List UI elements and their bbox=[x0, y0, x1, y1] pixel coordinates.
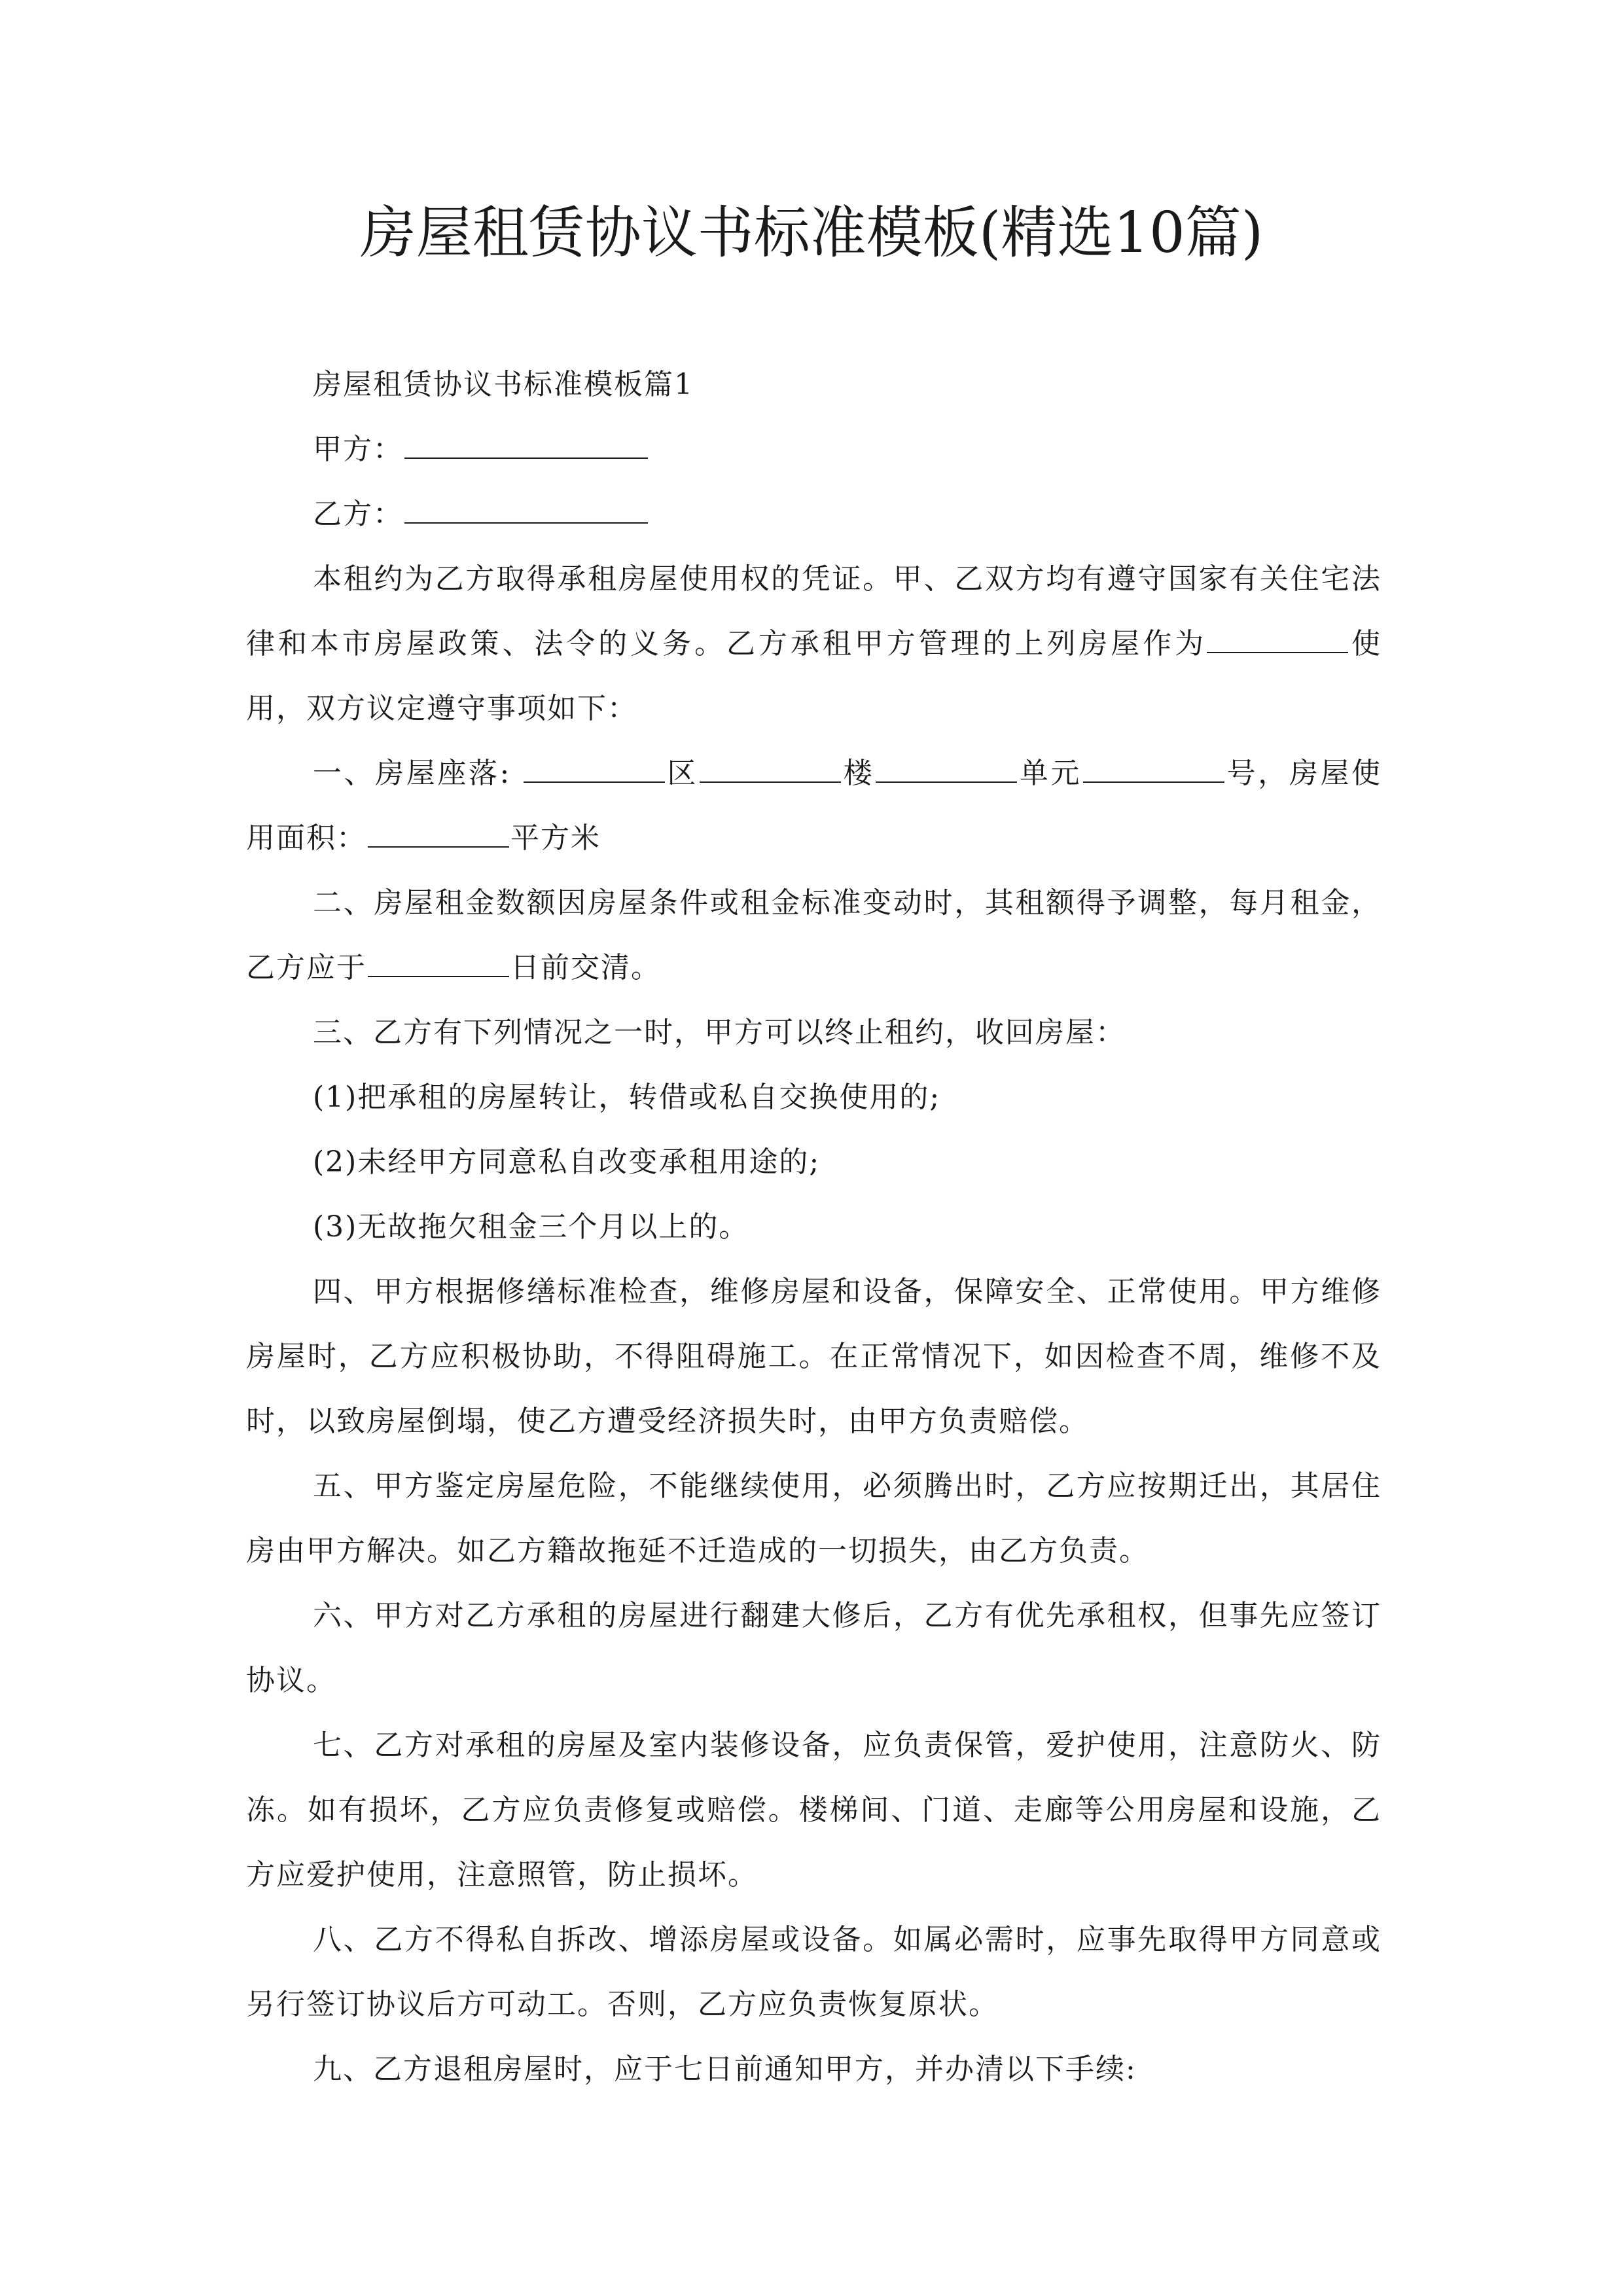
clause-1-number: 号，房屋使用面积： bbox=[246, 757, 1382, 855]
intro-text-1: 本租约为乙方取得承租房屋使用权的凭证。甲、乙双方均有遵守国家有关住宅法律和本市房屋政策、法令的义务。乙方承租甲方管理的上列房屋作为 bbox=[246, 562, 1382, 660]
clause-4: 四、甲方根据修缮标准检查，维修房屋和设备，保障安全、正常使用。甲方维修房屋时，乙方应积极协助，不得阻碍施工。在正常情况下，如因检查不周，维修不及时，以致房屋倒塌，使乙方遭受经济损失时，由甲方负责赔偿。 bbox=[246, 1275, 1382, 1438]
clause-3-item-2: (2)未经甲方同意私自改变承租用途的; bbox=[313, 1145, 821, 1179]
party-a-blank bbox=[404, 435, 648, 459]
clause-3: 三、乙方有下列情况之一时，甲方可以终止租约，收回房屋： bbox=[313, 1016, 1126, 1049]
clause-6: 六、甲方对乙方承租的房屋进行翻建大修后，乙方有优先承租权，但事先应签订协议。 bbox=[246, 1599, 1382, 1697]
clause-9: 九、乙方退租房屋时，应于七日前通知甲方，并办清以下手续: bbox=[313, 2053, 1137, 2086]
intro-text-2: 使用，双方议定遵守事项如下： bbox=[246, 627, 1382, 725]
number-blank bbox=[1083, 759, 1224, 783]
party-a-label: 甲方： bbox=[313, 433, 403, 466]
party-b-blank bbox=[404, 500, 648, 524]
clause-1-unit: 单元 bbox=[1018, 757, 1082, 790]
clause-1-building: 楼 bbox=[842, 757, 875, 790]
clause-1 bbox=[246, 741, 1382, 870]
clause-1-district: 区 bbox=[666, 757, 699, 790]
party-b-label: 乙方： bbox=[313, 497, 403, 531]
party-a-line bbox=[246, 417, 1382, 482]
clause-3-item-1: (1)把承租的房屋转让，转借或私自交换使用的; bbox=[313, 1081, 941, 1114]
district-blank bbox=[524, 759, 665, 783]
clause-1-sqm: 平方米 bbox=[510, 821, 601, 855]
section-heading: 房屋租赁协议书标准模板篇1 bbox=[313, 368, 694, 401]
unit-blank bbox=[876, 759, 1017, 783]
area-blank bbox=[368, 824, 509, 848]
clause-2-text-2: 日前交清。 bbox=[510, 951, 661, 984]
clause-2-text-1: 二、房屋租金数额因房屋条件或租金标准变动时，其租额得予调整，每月租金，乙方应于 bbox=[246, 886, 1382, 984]
usage-blank bbox=[1207, 630, 1348, 653]
party-b-line bbox=[246, 482, 1382, 547]
document-title: 房屋租赁协议书标准模板(精选10篇) bbox=[359, 200, 1264, 266]
payment-day-blank bbox=[368, 954, 509, 977]
clause-8: 八、乙方不得私自拆改、增添房屋或设备。如属必需时，应事先取得甲方同意或另行签订协议后方可动工。否则，乙方应负责恢复原状。 bbox=[246, 1923, 1382, 2021]
clause-1-label: 一、房屋座落: bbox=[313, 757, 522, 790]
document-body bbox=[246, 352, 1382, 2102]
clause-7: 七、乙方对承租的房屋及室内装修设备，应负责保管，爱护使用，注意防火、防冻。如有损坏，乙方应负责修复或赔偿。楼梯间、门道、走廊等公用房屋和设施，乙方应爱护使用，注意照管，防止损坏。 bbox=[246, 1729, 1382, 1892]
clause-5: 五、甲方鉴定房屋危险，不能继续使用，必须腾出时，乙方应按期迁出，其居住房由甲方解决。如乙方籍故拖延不迁造成的一切损失，由乙方负责。 bbox=[246, 1469, 1382, 1568]
building-blank bbox=[700, 759, 841, 783]
clause-2 bbox=[246, 870, 1382, 1000]
intro-paragraph bbox=[246, 547, 1382, 741]
clause-3-item-3: (3)无故拖欠租金三个月以上的。 bbox=[313, 1210, 749, 1244]
